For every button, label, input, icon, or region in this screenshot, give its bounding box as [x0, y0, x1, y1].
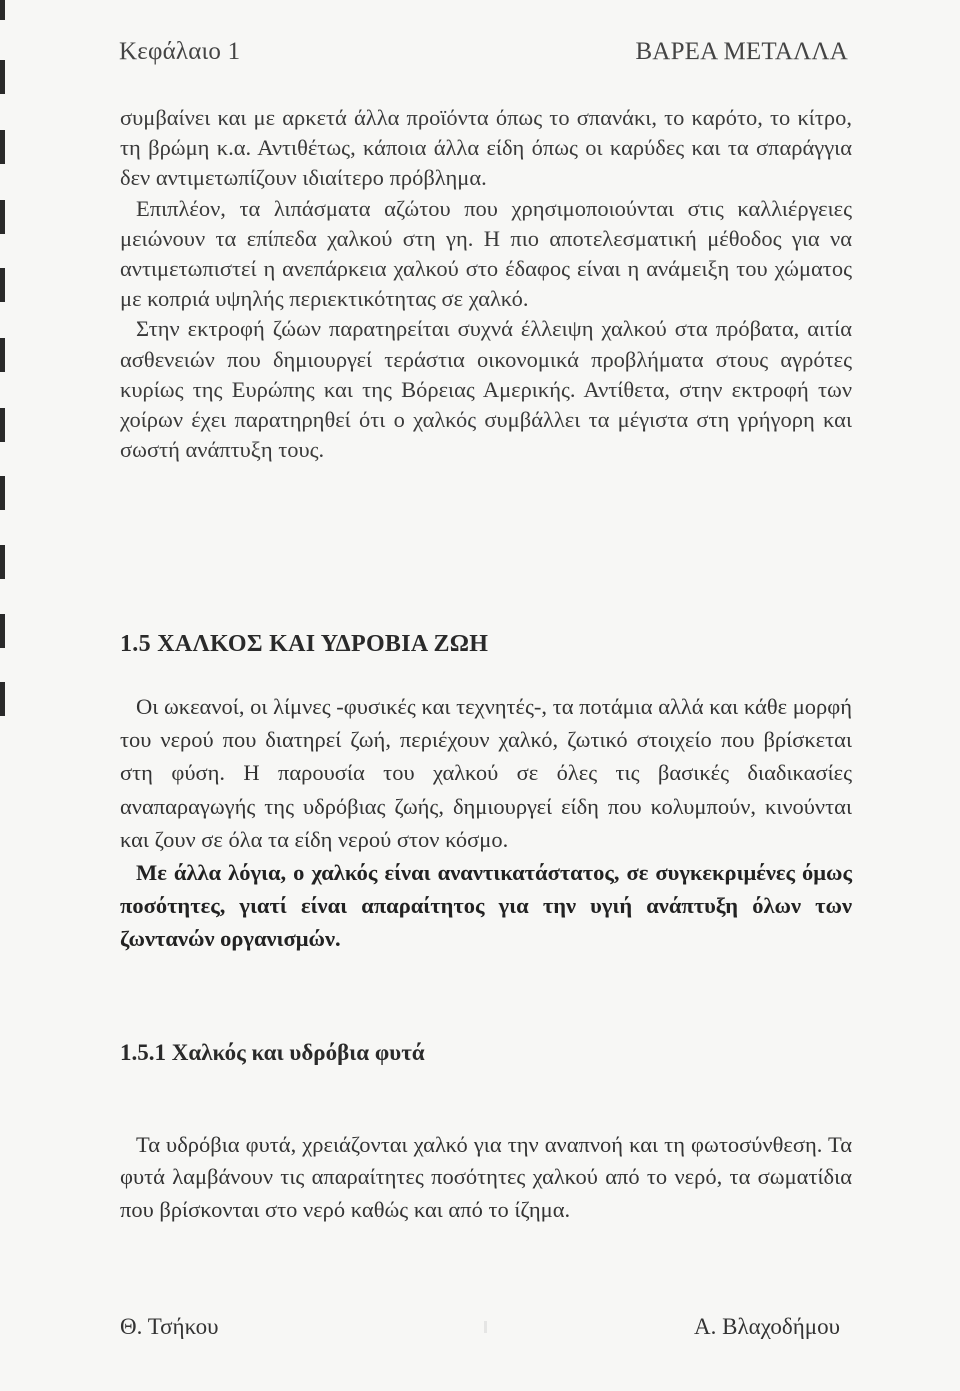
footer-author-left: Θ. Τσήκου	[120, 1314, 219, 1339]
scan-speck	[484, 1321, 487, 1333]
section-1-5-paragraph-1: Οι ωκεανοί, οι λίμνες -φυσικές και τεχνητές-, τα ποτάμια αλλά και κάθε μορφή του νερού που διατηρεί ζωή, περιέχουν χαλκό, ζωτικό στοιχείο που βρίσκεται στη φύση. Η παρουσία του χαλκού σε όλες τις βασικές διαδικασίες αναπαραγωγής της υδρόβιας ζωής, δημιουργεί είδη που κολυμπούν, κινούνται και ζουν σε όλα τα είδη νερού στον κόσμο.	[120, 694, 852, 852]
chapter-label: Κεφάλαιο 1	[119, 38, 241, 65]
section-1-5-1-text-block	[120, 1129, 852, 1226]
intro-text-block	[120, 103, 852, 465]
section-1-5-bold-paragraph: Με άλλα λόγια, ο χαλκός είναι αναντικατάστατος, σε συγκεκριμένες όμως ποσότητες, γιατί είναι απαραίτητος για την υγιή ανάπτυξη όλων των ζωντανών οργανισμών.	[120, 860, 852, 952]
binding-edge-marks	[0, 0, 8, 1391]
subsection-heading-1-5-1: 1.5.1 Χαλκός και υδρόβια φυτά	[120, 1040, 425, 1065]
intro-paragraph-1: συμβαίνει και με αρκετά άλλα προϊόντα όπως το σπανάκι, το καρότο, το κίτρο, τη βρώμη κ.α. Αντιθέτως, κάποια άλλα είδη όπως οι καρύδες και τα σπαράγγια δεν αντιμετωπίζουν ιδιαίτερο πρόβλημα.	[120, 105, 852, 191]
footer-author-right: Α. Βλαχοδήμου	[694, 1314, 840, 1339]
book-title: ΒΑΡΕΑ ΜΕΤΑΛΛΑ	[635, 38, 848, 65]
intro-paragraph-3: Στην εκτροφή ζώων παρατηρείται συχνά έλλειψη χαλκού στα πρόβατα, αιτία ασθενειών που δημιουργεί τεράστια οικονομικά προβλήματα στους αγρότες κυρίως της Ευρώπης και της Βόρειας Αμερικής. Αντίθετα, στην εκτροφή των χοίρων έχει παρατηρηθεί ότι ο χαλκός συμβάλλει τα μέγιστα στη γρήγορη και σωστή ανάπτυξη τους.	[120, 316, 852, 463]
section-1-5-text-block	[120, 690, 852, 956]
intro-paragraph-2: Επιπλέον, τα λιπάσματα αζώτου που χρησιμοποιούνται στις καλλιέργειες μειώνουν τα επίπεδα χαλκού στη γη. Η πιο αποτελεσματική μέθοδος για να αντιμετωπιστεί η ανεπάρκεια χαλκού στο έδαφος είναι η ανάμειξη του χώματος με κοπριά υψηλής περιεκτικότητας σε χαλκό.	[120, 195, 852, 312]
section-heading-1-5: 1.5 ΧΑΛΚΟΣ ΚΑΙ ΥΔΡΟΒΙΑ ΖΩΗ	[120, 631, 489, 657]
section-1-5-1-paragraph-1: Τα υδρόβια φυτά, χρειάζονται χαλκό για την αναπνοή και τη φωτοσύνθεση. Τα φυτά λαμβάνουν τις απαραίτητες ποσότητες χαλκού από το νερό, τα σωματίδια που βρίσκονται στο νερό καθώς και από το ίζημα.	[120, 1132, 852, 1222]
